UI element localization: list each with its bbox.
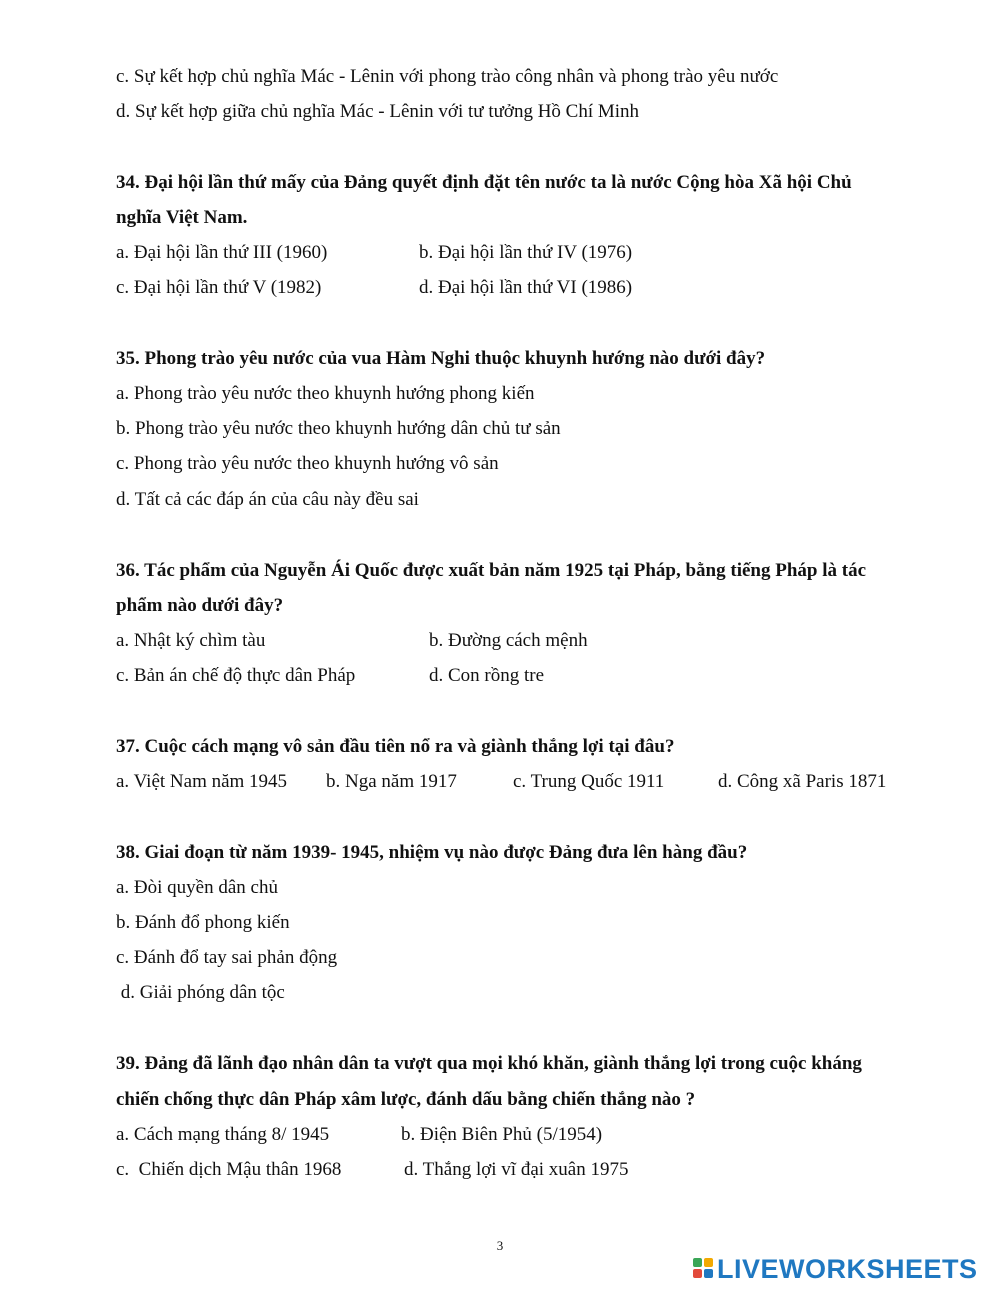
q35-option-a[interactable]: a. Phong trào yêu nước theo khuynh hướng phong kiến — [116, 383, 535, 404]
liveworksheets-logo — [693, 1254, 978, 1284]
q39-option-a[interactable]: a. Cách mạng tháng 8/ 1945 — [116, 1124, 330, 1145]
q35-option-c[interactable]: c. Phong trào yêu nước theo khuynh hướng vô sản — [116, 453, 499, 474]
q33-option-c: c. Sự kết hợp chủ nghĩa Mác - Lênin với phong trào công nhân và phong trào yêu nước — [116, 66, 779, 87]
q36-question: 36. Tác phẩm của Nguyễn Ái Quốc được xuất bản năm 1925 tại Pháp, bằng tiếng Pháp là tác — [116, 560, 866, 581]
q36-option-d[interactable]: d. Con rồng tre — [429, 665, 545, 686]
q37-option-a[interactable]: a. Việt Nam năm 1945 — [116, 771, 288, 792]
q38-option-b[interactable]: b. Đánh đổ phong kiến — [116, 912, 290, 933]
q39-question: 39. Đảng đã lãnh đạo nhân dân ta vượt qua mọi khó khăn, giành thắng lợi trong cuộc kháng — [116, 1053, 862, 1074]
q35-option-b[interactable]: b. Phong trào yêu nước theo khuynh hướng dân chủ tư sản — [116, 418, 561, 439]
q37-question: 37. Cuộc cách mạng vô sản đầu tiên nổ ra và giành thắng lợi tại đâu? — [116, 736, 675, 757]
q38-option-d[interactable]: d. Giải phóng dân tộc — [116, 982, 285, 1003]
q36-option-c[interactable]: c. Bản án chế độ thực dân Pháp — [116, 665, 356, 686]
q39-option-c[interactable]: c. Chiến dịch Mậu thân 1968 — [116, 1159, 342, 1180]
q39-option-d[interactable]: d. Thắng lợi vĩ đại xuân 1975 — [404, 1159, 629, 1180]
q34-option-b[interactable]: b. Đại hội lần thứ IV (1976) — [419, 242, 633, 263]
q35-option-d[interactable]: d. Tất cả các đáp án của câu này đều sai — [116, 489, 419, 510]
q39-option-b[interactable]: b. Điện Biên Phủ (5/1954) — [401, 1124, 603, 1145]
liveworksheets-icon — [693, 1258, 715, 1280]
q36-option-b[interactable]: b. Đường cách mệnh — [429, 630, 588, 651]
q34-question: 34. Đại hội lần thứ mấy của Đảng quyết định đặt tên nước ta là nước Cộng hòa Xã hội Chủ — [116, 172, 852, 193]
q39-question-cont: chiến chống thực dân Pháp xâm lược, đánh dấu bằng chiến thắng nào ? — [116, 1089, 696, 1110]
q37-option-c[interactable]: c. Trung Quốc 1911 — [513, 771, 665, 792]
q38-option-a[interactable]: a. Đòi quyền dân chủ — [116, 877, 278, 898]
q37-option-d[interactable]: d. Công xã Paris 1871 — [718, 771, 887, 792]
q34-option-d[interactable]: d. Đại hội lần thứ VI (1986) — [419, 277, 633, 298]
q36-option-a[interactable]: a. Nhật ký chìm tàu — [116, 630, 266, 651]
page-number: 3 — [496, 1238, 504, 1253]
q33-option-d: d. Sự kết hợp giữa chủ nghĩa Mác - Lênin với tư tưởng Hồ Chí Minh — [116, 101, 640, 122]
q38-option-c[interactable]: c. Đánh đổ tay sai phản động — [116, 947, 338, 968]
q34-question-cont: nghĩa Việt Nam. — [116, 207, 248, 228]
q36-question-cont: phẩm nào dưới đây? — [116, 595, 284, 616]
q35-question: 35. Phong trào yêu nước của vua Hàm Nghi thuộc khuynh hướng nào dưới đây? — [116, 348, 766, 369]
q37-option-b[interactable]: b. Nga năm 1917 — [326, 771, 457, 792]
liveworksheets-wordmark: LIVEWORKSHEETS — [717, 1253, 978, 1284]
q38-question: 38. Giai đoạn từ năm 1939- 1945, nhiệm vụ nào được Đảng đưa lên hàng đầu? — [116, 842, 748, 863]
q34-option-c[interactable]: c. Đại hội lần thứ V (1982) — [116, 277, 322, 298]
q34-option-a[interactable]: a. Đại hội lần thứ III (1960) — [116, 242, 328, 263]
